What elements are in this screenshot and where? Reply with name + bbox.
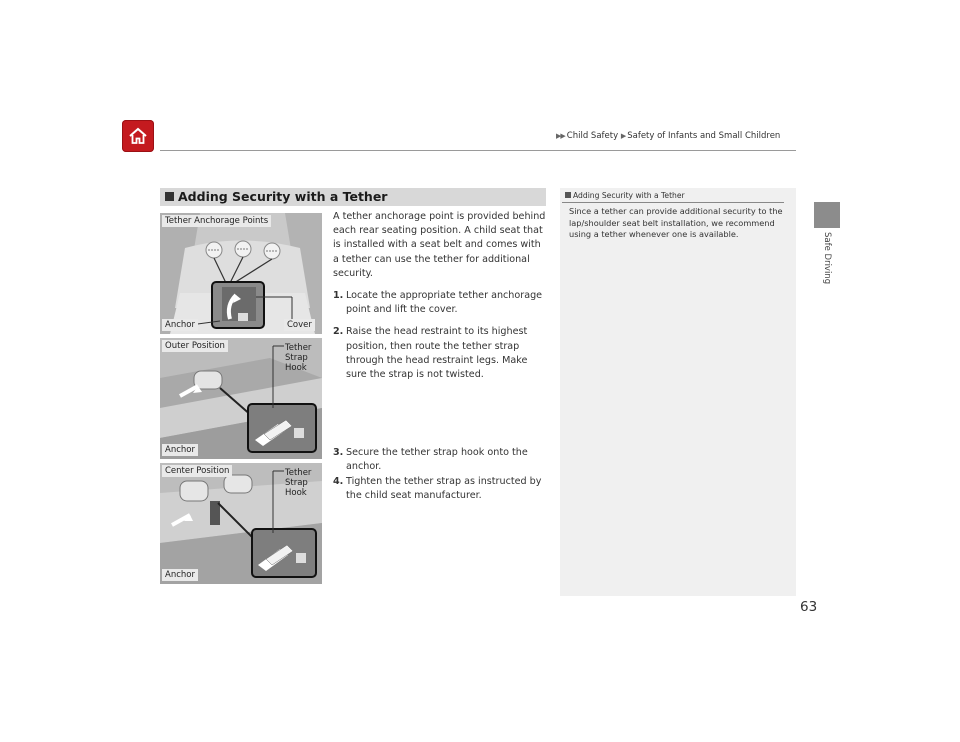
- rear-seat-illustration: [160, 213, 322, 334]
- header-divider: [160, 150, 796, 151]
- square-bullet-icon: [165, 192, 174, 201]
- label-anchor: Anchor: [162, 319, 198, 331]
- label-tether-strap-hook: Tether Strap Hook: [285, 468, 312, 498]
- step-3: 3. Secure the tether strap hook onto the anchor.: [333, 447, 528, 473]
- step-1: 1. Locate the appropriate tether anchorage point and lift the cover.: [333, 290, 543, 316]
- arrow-icon: ▶: [620, 132, 626, 140]
- chapter-tab-marker[interactable]: [814, 202, 840, 228]
- note-icon: [565, 192, 571, 198]
- home-button[interactable]: [122, 120, 154, 152]
- figure-caption: Outer Position: [162, 340, 228, 352]
- figure-tether-anchorage-points: [160, 213, 322, 334]
- label-anchor: Anchor: [162, 444, 198, 456]
- step-4: 4. Tighten the tether strap as instructed by the child seat manufacturer.: [333, 475, 542, 501]
- note-text: Since a tether can provide additional security to the lap/shoulder seat belt installation, we recommend using a tether whenever one is available.: [569, 206, 783, 240]
- note-sidebar: [560, 188, 796, 596]
- note-title: Adding Security with a Tether: [565, 191, 685, 200]
- note-divider: [562, 202, 784, 203]
- breadcrumb-item-current: Safety of Infants and Small Children: [627, 131, 781, 141]
- breadcrumb-item-child-safety[interactable]: Child Safety: [566, 131, 619, 141]
- double-arrow-icon: ▶▶: [556, 132, 565, 140]
- breadcrumb: [556, 131, 780, 141]
- figure-center-position: [160, 463, 322, 584]
- figure-caption: Tether Anchorage Points: [162, 215, 271, 227]
- section-title: Adding Security with a Tether: [165, 189, 387, 204]
- label-tether-strap-hook: Tether Strap Hook: [285, 343, 312, 373]
- figure-caption: Center Position: [162, 465, 232, 477]
- label-anchor: Anchor: [162, 569, 198, 581]
- page-number: 63: [800, 599, 818, 615]
- instructions: [333, 210, 549, 503]
- chapter-tab-label[interactable]: Safe Driving: [822, 232, 832, 285]
- home-icon: [127, 125, 149, 147]
- step-2: 2. Raise the head restraint to its highest position, then route the tether strap through the head restraint legs. Make sure the strap is not twisted.: [333, 326, 528, 381]
- figure-outer-position: [160, 338, 322, 459]
- label-cover: Cover: [284, 319, 315, 331]
- intro-paragraph: A tether anchorage point is provided behind each rear seating position. A child seat that is installed with a seat belt and comes with a tether can use the tether for additional security.: [333, 211, 546, 279]
